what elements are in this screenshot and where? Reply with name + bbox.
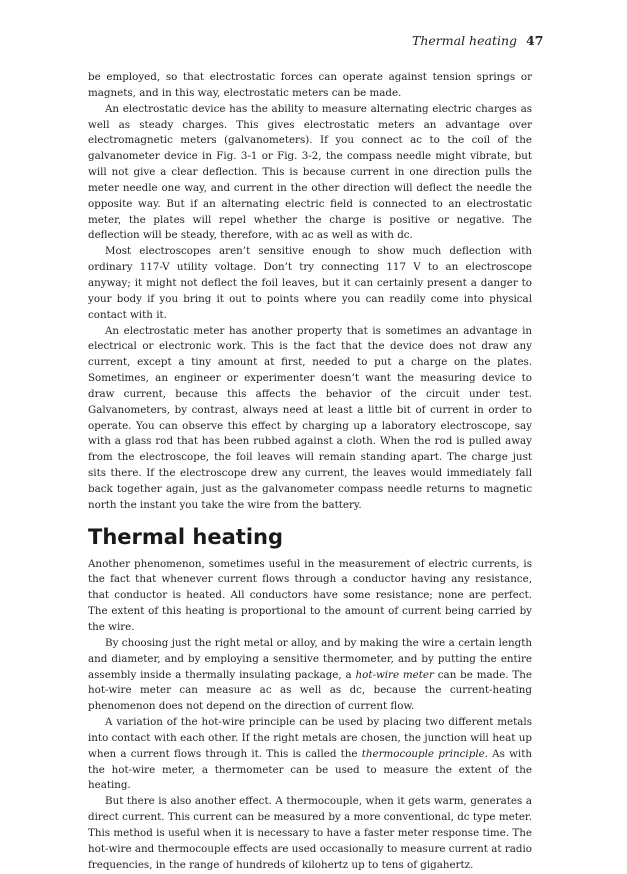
running-header	[412, 33, 544, 51]
section-paragraph	[88, 636, 532, 715]
text-run: By choosing just the right metal or alloy, and by making the wire a certain length and diameter, and by employing a sensitive thermometer, and by putting the entire assembly inside a thermally insulating package, a	[88, 636, 532, 681]
running-title: Thermal heating	[412, 33, 518, 48]
text-run: A variation of the hot-wire principle can be used by placing two different metals into contact with each other. If the right metals are chosen, the junction will heat up when a current flows through it. This is called the	[88, 716, 532, 760]
page-body	[88, 70, 532, 874]
section-paragraph	[88, 715, 532, 794]
section-heading: Thermal heating	[88, 524, 284, 549]
body-paragraph: An electrostatic meter has another property that is sometimes an advantage in electrical or electronic work. This is the fact that the device does not draw any current, except a tiny amount at first, needed to put a charge on the plates. Sometimes, an engineer or experimenter doesn’t want the measuring device to draw current, because this affects the behavior of the circuit under test. Galvanometers, by contrast, always need at least a little bit of current in order to operate. You can observe this effect by charging up a laboratory electroscope, say with a glass rod that has been rubbed against a cloth. When the rod is pulled away from the electroscope, the foil leaves will remain standing apart. The charge just sits there. If the electroscope drew any current, the leaves would immediately fall back together again, just as the galvanometer compass needle returns to magnetic north the instant you take the wire from the battery.	[88, 324, 532, 511]
text-run: As with the hot-wire meter, a thermometer can be used to measure the extent of the heating.	[88, 747, 532, 792]
section-paragraph: But there is also another effect. A thermocouple, when it gets warm, generates a direct current. This current can be measured by a more conventional, dc type meter. This method is useful when it is necessary to have a faster meter response time. The hot-wire and thermocouple effects are used occasionally to measure current at radio frequencies, in the range of hundreds of kilohertz up to tens of gigahertz.	[88, 795, 532, 871]
term-thermocouple-principle: thermocouple principle.	[361, 747, 488, 760]
body-paragraph: An electrostatic device has the ability to measure alternating electric charges as well as steady charges. This gives electrostatic meters an advantage over electromagnetic meters (galvanometers). If you connect ac to the coil of the galvanometer device in Fig. 3-1 or Fig. 3-2, the compass needle might vibrate, but will not give a clear deflection. This is because current in one direction pulls the meter needle one way, and current in the other direction will deflect the needle the opposite way. But if an alternating electric field is connected to an electrostatic meter, the plates will repel whether the charge is positive or negative. The deflection will be steady, therefore, with ac as well as with dc.	[88, 102, 532, 242]
body-paragraph: be employed, so that electrostatic forces can operate against tension springs or magnets, and in this way, electrostatic meters can be made.	[88, 71, 532, 99]
term-hot-wire-meter: hot-wire meter	[355, 668, 434, 681]
page-number: 47	[526, 33, 544, 48]
body-paragraph: Most electroscopes aren’t sensitive enough to show much deflection with ordinary 117-V utility voltage. Don’t try connecting 117 V to an electroscope anyway; it might not deflect the foil leaves, but it can certainly present a danger to your body if you bring it out to points where you can readily come into physical contact with it.	[88, 245, 532, 321]
text-run: can be made. The hot-wire meter can measure ac as well as dc, because the current-heating phenomenon does not depend on the direction of current flow.	[88, 668, 532, 713]
section-paragraph: Another phenomenon, sometimes useful in the measurement of electric currents, is the fact that whenever current flows through a conductor having any resistance, that conductor is heated. All conductors have some resistance; none are perfect. The extent of this heating is proportional to the amount of current being carried by the wire.	[88, 557, 532, 633]
